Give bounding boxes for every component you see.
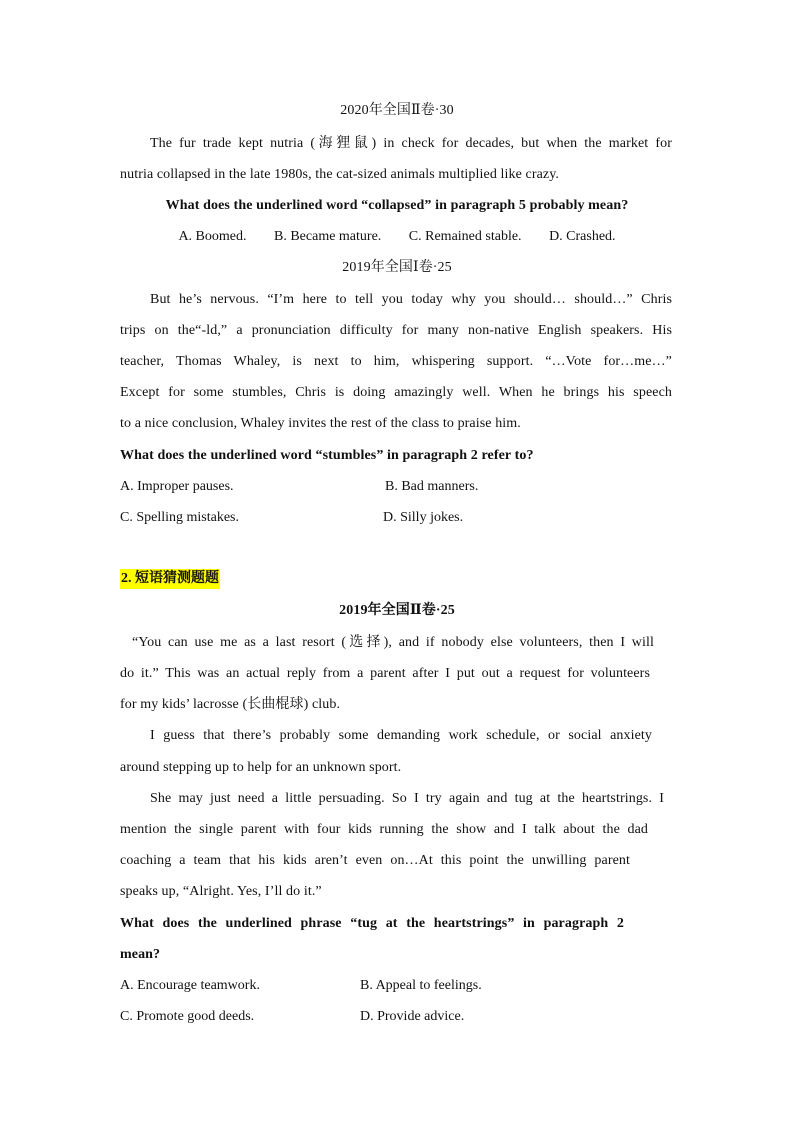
q1-passage-line: nutria collapsed in the late 1980s, the cat-sized animals multiplied like crazy.: [120, 167, 560, 182]
q3-option-c[interactable]: C. Promote good deeds.: [120, 1009, 255, 1024]
q2-option-d[interactable]: D. Silly jokes.: [383, 510, 464, 525]
q1-option-c[interactable]: C. Remained stable.: [408, 229, 522, 244]
q3-passage-line: coaching a team that his kids aren’t even on…At this point the unwilling parent: [120, 853, 630, 868]
q3-passage-line: for my kids’ lacrosse (长曲棍球) club.: [120, 697, 341, 712]
q1-options: [120, 227, 674, 247]
q2-passage-line: Except for some stumbles, Chris is doing amazingly well. When he brings his speech: [120, 385, 672, 400]
section-heading: 2. 短语猜测题题: [120, 569, 220, 589]
q2-option-b[interactable]: B. Bad manners.: [385, 479, 479, 494]
q3-option-d[interactable]: D. Provide advice.: [360, 1009, 465, 1024]
q3-passage-line: speaks up, “Alright. Yes, I’ll do it.”: [120, 884, 322, 899]
q3-passage-line: She may just need a little persuading. So I try again and tug at the heartstrings. I: [150, 791, 664, 806]
q2-question: What does the underlined word “stumbles” in paragraph 2 refer to?: [120, 448, 534, 463]
q1-question: What does the underlined word “collapsed” in paragraph 5 probably mean?: [165, 198, 629, 213]
q3-source: 2019年全国Ⅱ卷·25: [339, 603, 455, 618]
q1-passage-line: The fur trade kept nutria (海狸鼠) in check for decades, but when the market for: [150, 136, 672, 151]
q3-option-a[interactable]: A. Encourage teamwork.: [120, 978, 260, 993]
q3-passage-line: “You can use me as a last resort (选择), and if nobody else volunteers, then I will: [132, 635, 654, 650]
q2-option-c[interactable]: C. Spelling mistakes.: [120, 510, 239, 525]
q1-option-d[interactable]: D. Crashed.: [549, 229, 616, 244]
q3-question: What does the underlined phrase “tug at the heartstrings” in paragraph 2: [120, 916, 624, 931]
q3-passage-line: do it.” This was an actual reply from a parent after I put out a request for volunteers: [120, 666, 650, 681]
q3-question-cont: mean?: [120, 947, 161, 962]
q3-option-b[interactable]: B. Appeal to feelings.: [360, 978, 482, 993]
q2-source: 2019年全国Ⅰ卷·25: [342, 260, 452, 275]
q2-passage-line: But he’s nervous. “I’m here to tell you today why you should… should…” Chris: [150, 292, 672, 307]
q1-option-a[interactable]: A. Boomed.: [178, 229, 247, 244]
q2-passage-line: trips on the“-ld,” a pronunciation difficulty for many non-native English speakers. His: [120, 323, 672, 338]
q3-passage-line: around stepping up to help for an unknown sport.: [120, 760, 402, 775]
q2-passage-line: teacher, Thomas Whaley, is next to him, whispering support. “…Vote for…me…”: [120, 354, 672, 369]
q1-option-b[interactable]: B. Became mature.: [274, 229, 382, 244]
q3-passage-line: I guess that there’s probably some demanding work schedule, or social anxiety: [150, 728, 652, 743]
q2-passage-line: to a nice conclusion, Whaley invites the rest of the class to praise him.: [120, 416, 521, 431]
q1-source: 2020年全国Ⅱ卷·30: [340, 103, 454, 118]
q2-option-a[interactable]: A. Improper pauses.: [120, 479, 234, 494]
q3-passage-line: mention the single parent with four kids running the show and I talk about the dad: [120, 822, 648, 837]
